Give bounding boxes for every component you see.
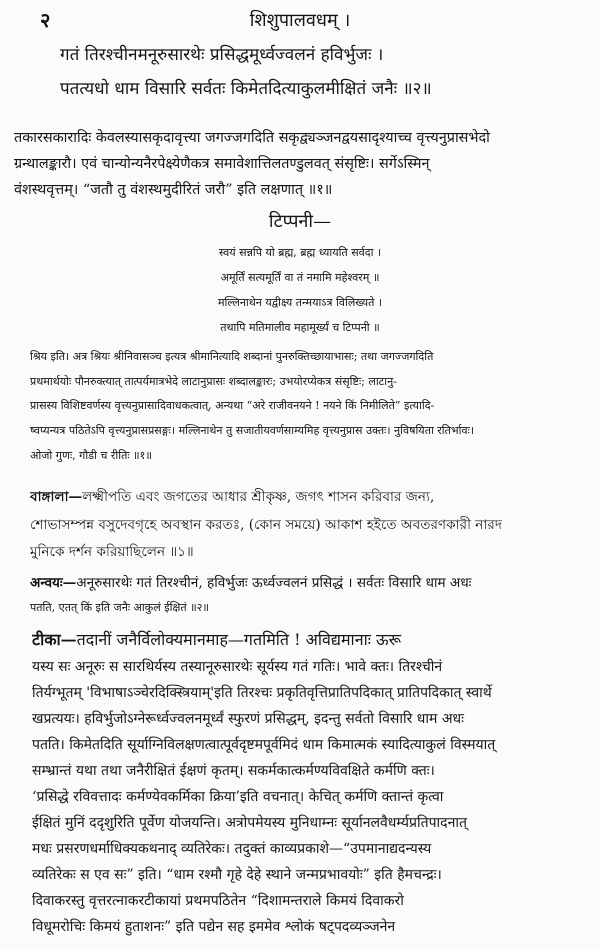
tippani-note: ओजो गुणः, गौडी च रीतिः ॥१॥ xyxy=(30,449,152,462)
tika-line: ‘प्रसिद्धे रविवत्तादः कर्मण्येवकर्मिका क्रिया’इति वचनात्। केचित् कर्मणि क्तान्तं कृत्वा xyxy=(32,789,444,805)
anvaya-line xyxy=(30,572,590,591)
tippani-verse: तथापि मतिमालीव महामूर्ख्यं च टिप्पनी ॥ xyxy=(220,321,380,334)
tika-line: दिवाकरस्तु वृत्तरत्नाकरटीकायां प्रथमपठितेन “दिशामन्तराले किमयं दिवाकरो xyxy=(32,893,404,909)
tika-line: यस्य सः अनूरुः स सारथिर्यस्य तस्यानूरुसारथेः सूर्यस्य गतं गतिः। भावे क्तः। तिरश्चीनं xyxy=(32,659,443,675)
tika-line: विधूमरोचिः किमयं हुताशनः” इति पद्येन सह इममेव श्लोकं षट्पदव्यञ्जनेन xyxy=(32,919,396,935)
bangla-line: মুনিকে দর্শন করিয়াছিলেন ॥১॥ xyxy=(30,544,194,560)
tika-line: सम्भ्रान्तं यथा तथा जनैरीक्षितं ईक्षणं कृतम्। सकर्मकात्कर्मण्यविवक्षिते कर्मणि क्तः। xyxy=(32,763,435,779)
tippani-note: श्रिय इति। अत्र श्रियः श्रीनिवासञ्च इत्यत्र श्रीमानित्यादि शब्दानां पुनरुक्तिच्छायाभासः; तथा जगज्जगदिति xyxy=(30,350,434,363)
tippani-heading: टिप्पनी— xyxy=(268,211,332,232)
tippani-verse: अमूर्तिं सत्यमूर्तिं वा तं नमामि महेश्वरम् ॥ xyxy=(220,271,380,284)
verse-line: पतत्यधो धाम विसारि सर्वतः किमेतदित्याकुलमीक्षितं जनैः ॥२॥ xyxy=(60,79,432,99)
commentary-line: तकारसकारादिः केवलस्यासकृदावृत्त्या जगज्जगदिति सकृद्व्यञ्जनद्वयसादृश्याच्च वृत्त्यनुप्रासभेदो xyxy=(14,130,490,146)
anvaya-label: अन्वयः— xyxy=(30,575,77,591)
tika-label: टीका— xyxy=(32,630,77,649)
verse-line: गतं तिरश्चीनमनूरुसारथेः प्रसिद्धमूर्ध्वज्वलनं हविर्भुजः । xyxy=(60,45,384,65)
tika-line: खप्रत्ययः। हविर्भुजोऽग्नेरूर्ध्वज्वलनमूर्ध्वं स्फुरणं प्रसिद्धम्, इदन्तु सर्वतो विसारि धाम अधः xyxy=(32,711,464,727)
page-number: २ xyxy=(40,8,51,32)
bangla-text: লক্ষ্মীপতি এবং জগতের আধার শ্রীকৃষ্ণ, জগৎ শাসন করিবার জন্য, xyxy=(82,489,435,505)
anvaya-text: अनूरुसारथेः गतं तिरश्चीनं, हविर्भुजः ऊर्ध्वज्वलनं प्रसिद्धं । सर्वतः विसारि धाम अधः xyxy=(76,575,472,591)
tika-line: मधः प्रसरणधर्माधिक्यकथनाद् व्यतिरेकः। तदुक्तं काव्यप्रकाशे—“उपमानाद्यदन्यस्य xyxy=(32,841,432,857)
running-title: शिशुपालवधम् । xyxy=(249,10,351,31)
tika-text: तदानीं जनैर्विलोक्यमानमाह—गतमिति ! अविद्यमानाः ऊरू xyxy=(76,630,402,649)
bangla-line xyxy=(30,486,590,509)
anvaya-line: पतति, एतत् किं इति जनैः आकुलं ईक्षितं ॥२॥ xyxy=(30,601,209,614)
tippani-note: प्रासस्य विशिष्टवर्णस्य वृत्त्यनुप्रासादिवाधकत्वात्, अन्यथा “अरे राजीवनयने ! नयने किं निमीलिते” इत्यादि- xyxy=(30,399,435,412)
tippani-verse: मल्लिनाथेन यद्वीक्ष्य तन्मयाऽत्र विलिख्यते । xyxy=(217,296,383,309)
bangla-line: শোভাসম্পন্ন বসুদেবগৃহে অবস্থান করতঃ, (কোন সময়ে) আকাশ হইতে অবতরণকারী নারদ xyxy=(30,517,502,533)
tika-line: पतति। किमेतदिति सूर्याग्निविलक्षणत्वात्पूर्वदृष्टमपूर्वमिदं धाम किमात्मकं स्यादित्याकुलं विस्मयात् xyxy=(32,737,496,753)
tika-line: तिर्यग्भूतम् 'विभाषाऽञ्चेरदिक्स्त्रियाम्'इति तिरश्चः प्रकृतिवृत्तिप्रातिपदिकात् प्रातिपदिकात् स्वार्थे xyxy=(32,685,492,701)
tippani-note: ष्वप्यन्यत्र पठितेऽपि वृत्त्यनुप्रासप्रसङ्गः। मल्लिनाथेन तु सजातीयवर्णसाम्यमिह वृत्त्यनुप्रास उक्तः। नुविषयिता रतिर्भावः। xyxy=(30,424,475,437)
bangla-label: বাঙ্গালা— xyxy=(30,489,83,505)
tika-line xyxy=(32,628,592,650)
tippani-verse: स्वयं सन्नपि यो ब्रह्म, ब्रह्म ध्यायति सर्वदा । xyxy=(218,246,382,259)
commentary-line: वंशस्थवृत्तम्। “जतौ तु वंशस्थमुदीरितं जरौ” इति लक्षणात् ॥१॥ xyxy=(14,182,333,198)
tika-line: ईक्षितं मुनिं ददृशुरिति पूर्वेण योजयन्ति। अत्रोपमेयस्य मुनिधाम्नः सूर्यानलवैधर्म्यप्रतिपादनात् xyxy=(32,815,467,831)
tika-line: व्यतिरेकः स एव सः” इति। “धाम रश्मौ गृहे देहे स्थाने जन्मप्रभावयोः” इति हैमचन्द्रः। xyxy=(32,867,442,883)
commentary-line: ग्रन्थालङ्कारौ। एवं चान्योन्यनैरपेक्ष्येणैकत्र समावेशात्तिलतण्डुलवत् संसृष्टिः। सर्गेऽस्मिन् xyxy=(14,156,430,172)
tippani-note: प्रथमार्थयोः पौनरुक्त्यात् तात्पर्यमात्रभेदे लाटानुप्रासः शब्दालङ्कारः; उभयोरप्येकत्र संसृष्टिः; लाटानु- xyxy=(30,375,397,388)
